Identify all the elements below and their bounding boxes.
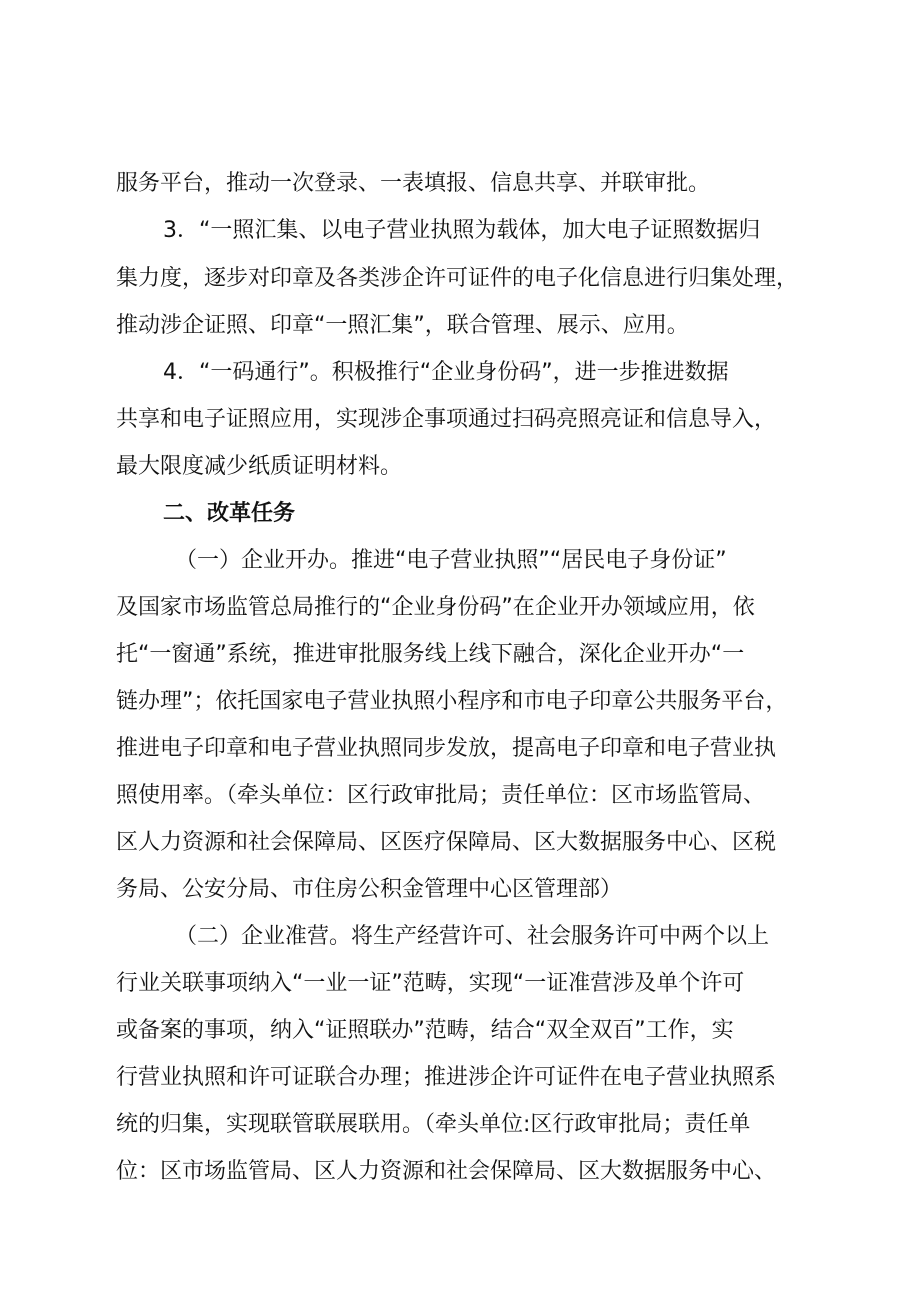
- paragraph-line: 位：区市场监管局、区人力资源和社会保障局、区大数据服务中心、: [116, 1159, 777, 1184]
- paragraph-line: 务局、公安分局、市住房公积金管理中心区管理部）: [116, 877, 623, 902]
- paragraph-line: 3．“一照汇集、以电子营业执照为载体，加大电子证照数据归: [163, 218, 761, 243]
- paragraph-line: 推进电子印章和电子营业执照同步发放，提高电子印章和电子营业执: [116, 736, 777, 761]
- paragraph-line: 链办理”；依托国家电子营业执照小程序和市电子印章公共服务平台，: [116, 689, 788, 714]
- paragraph-line: 集力度，逐步对印章及各类涉企许可证件的电子化信息进行归集处理，: [116, 266, 799, 291]
- paragraph-line: （二）企业准营。将生产经营许可、社会服务许可中两个以上: [175, 924, 770, 949]
- paragraph-line: 服务平台，推动一次登录、一表填报、信息共享、并联审批。: [116, 171, 711, 196]
- paragraph-line: 4．“一码通行”。积极推行“企业身份码”，进一步推进数据: [163, 360, 729, 385]
- paragraph-line: 及国家市场监管总局推行的“企业身份码”在企业开办领域应用，依: [116, 595, 755, 620]
- paragraph-line: 或备案的事项，纳入“证照联办”范畴，结合“双全双百”工作，实: [116, 1018, 734, 1043]
- paragraph-line: （一）企业开办。推进“电子营业执照”“居民电子身份证”: [175, 548, 727, 573]
- paragraph-line: 最大限度减少纸质证明材料。: [116, 454, 403, 479]
- paragraph-line: 统的归集，实现联管联展联用。（牵头单位:区行政审批局；责任单: [116, 1112, 751, 1137]
- paragraph-line: 区人力资源和社会保障局、区医疗保障局、区大数据服务中心、区税: [116, 830, 777, 855]
- paragraph-line: 行业关联事项纳入“一业一证”范畴，实现“一证准营涉及单个许可: [116, 971, 745, 996]
- paragraph-line: 共享和电子证照应用，实现涉企事项通过扫码亮照亮证和信息导入，: [116, 407, 777, 432]
- paragraph-line: 托“一窗通”系统，推进审批服务线上线下融合，深化企业开办“一: [116, 642, 745, 667]
- paragraph-line: 推动涉企证照、印章“一照汇集”，联合管理、展示、应用。: [116, 313, 689, 338]
- section-heading: 二、改革任务: [163, 501, 296, 526]
- paragraph-line: 行营业执照和许可证联合办理；推进涉企许可证件在电子营业执照系: [116, 1065, 777, 1090]
- paragraph-line: 照使用率。（牵头单位：区行政审批局；责任单位：区市场监管局、: [116, 783, 766, 808]
